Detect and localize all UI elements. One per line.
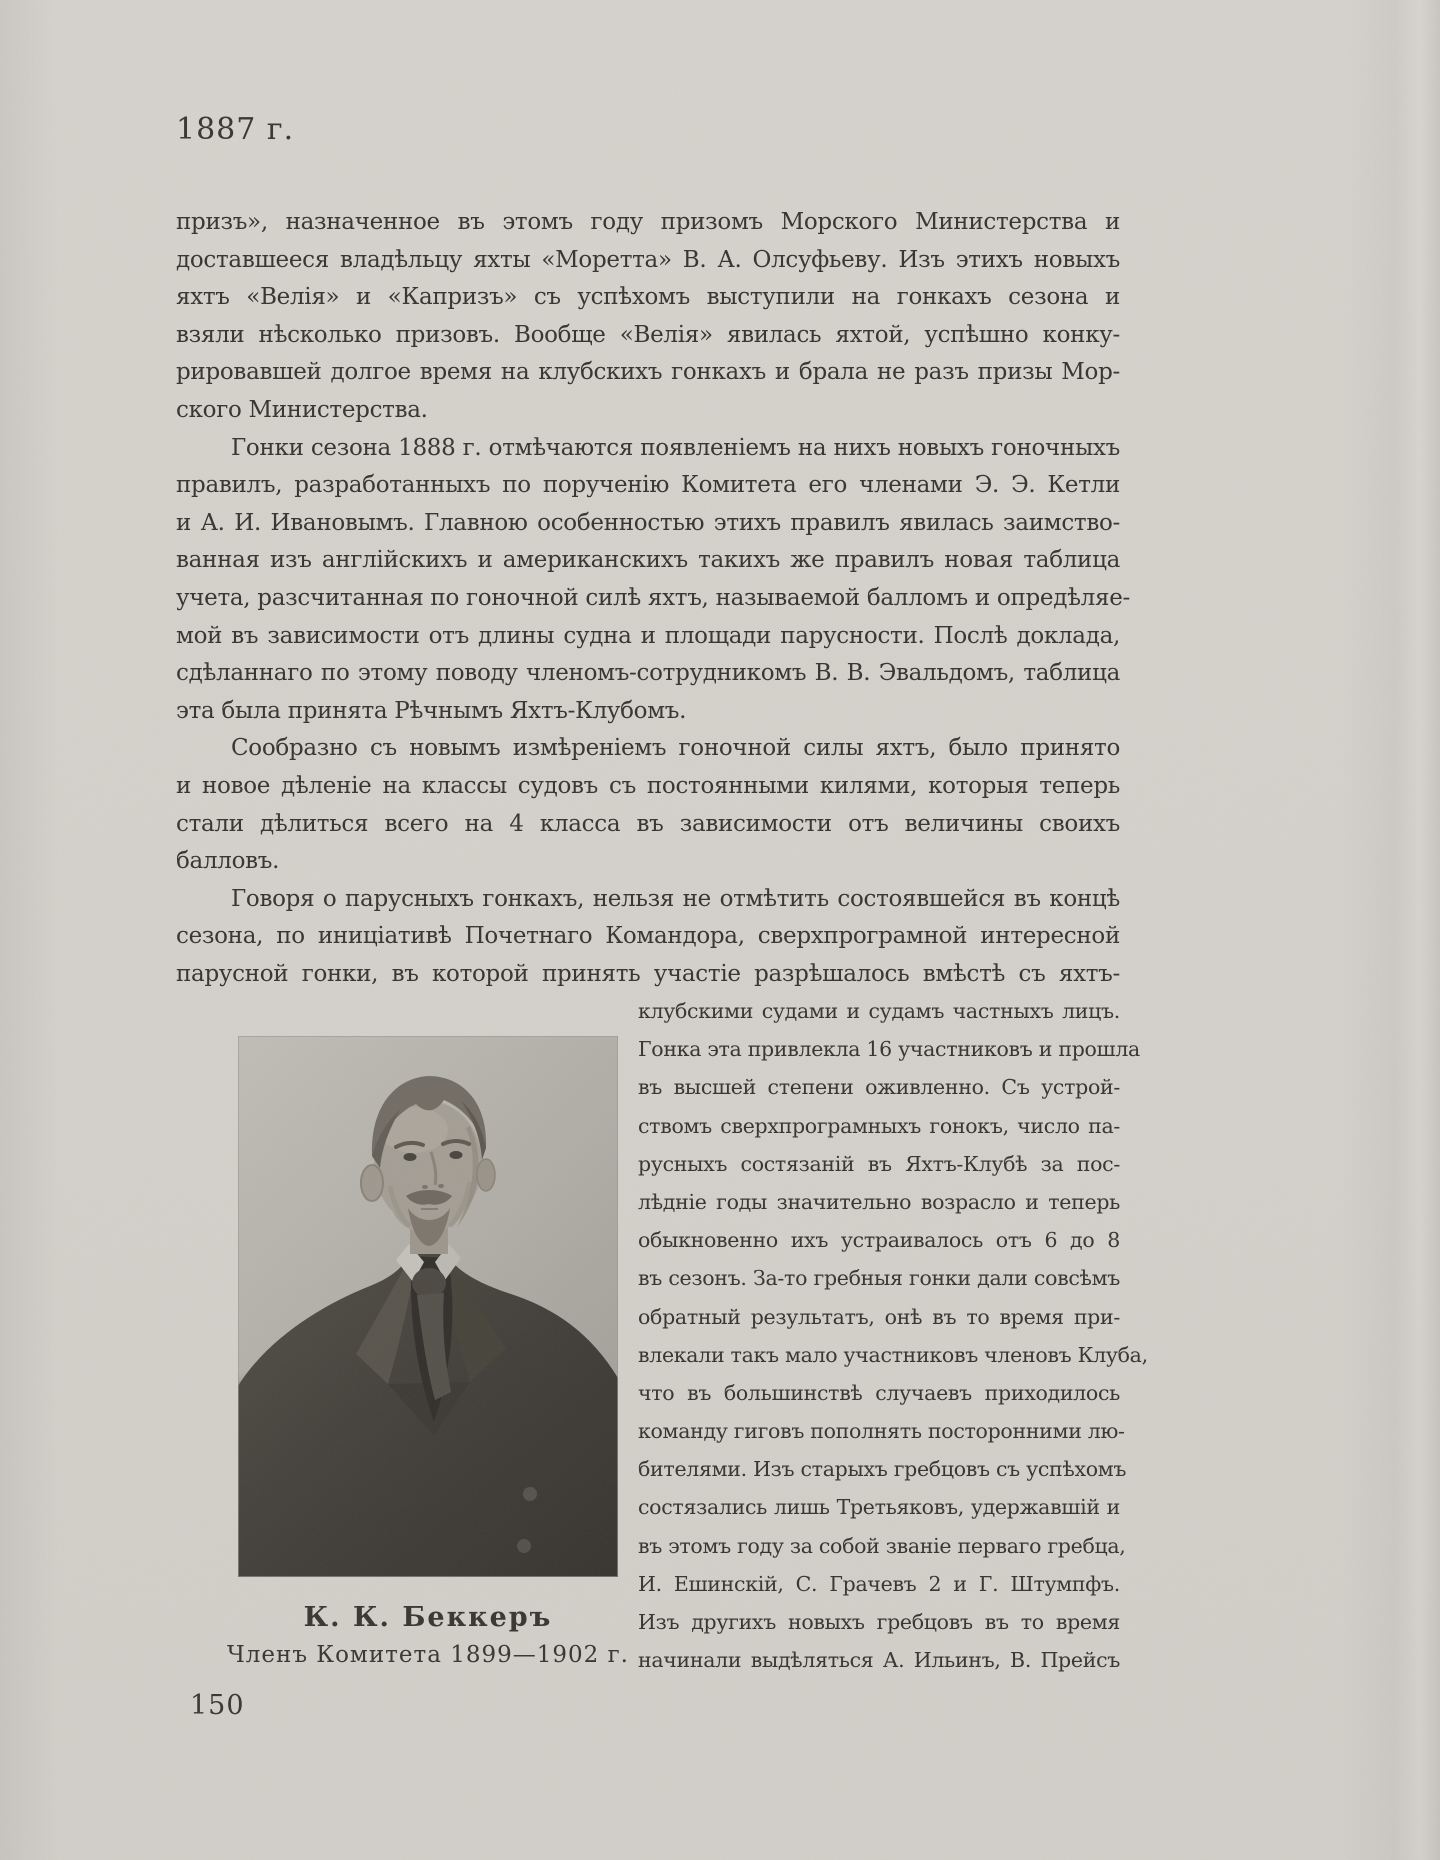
text-line: эта была принята Рѣчнымъ Яхтъ-Клубомъ. [176, 697, 687, 724]
wrapped-text-column [638, 992, 1148, 1679]
text-line: команду гиговъ пополнять посторонними лю- [638, 1419, 1125, 1444]
text-line: бителями. Изъ старыхъ гребцовъ съ успѣхомъ [638, 1457, 1127, 1482]
text-line: учета, разсчитанная по гоночной силѣ яхтъ, называемой балломъ и опредѣляе- [176, 584, 1130, 611]
text-line: состязались лишь Третьяковъ, удержавшій и [638, 1495, 1120, 1520]
text-line: балловъ. [176, 848, 280, 875]
year-heading: 1887 г. [176, 112, 295, 147]
text-line: мой въ зависимости отъ длины судна и площади парусности. Послѣ доклада, [176, 622, 1120, 649]
text-line: доставшееся владѣльцу яхты «Моретта» В. А. Олсуфьеву. Изъ этихъ новыхъ [176, 246, 1120, 273]
page-number: 150 [190, 1690, 245, 1721]
text-line: призъ», назначенное въ этомъ году призомъ Морского Министерства и [176, 209, 1120, 235]
text-line: ствомъ сверхпрограмныхъ гонокъ, число па- [638, 1113, 1120, 1138]
photo-grain [238, 1036, 618, 1577]
text-line: въ этомъ году за собой званіе перваго гребца, [638, 1533, 1126, 1558]
caption-role: Членъ Комитета 1899—1902 г. [227, 1642, 629, 1668]
text-line: обратный результатъ, онѣ въ то время при- [638, 1304, 1120, 1329]
text-line: Изъ другихъ новыхъ гребцовъ въ то время [638, 1610, 1120, 1634]
text-line: взяли нѣсколько призовъ. Вообще «Велія» явилась яхтой, успѣшно конку- [176, 321, 1120, 348]
text-line: сезона, по иниціативѣ Почетнаго Командора, сверхпрограмной интересной [176, 923, 1120, 950]
text-line: рировавшей долгое время на клубскихъ гонкахъ и брала не разъ призы Мор- [176, 359, 1120, 386]
page-right-edge [1340, 0, 1440, 1860]
main-text-block [176, 204, 1130, 993]
text-line: И. Ешинскій, С. Грачевъ 2 и Г. Штумпфъ. [638, 1571, 1120, 1596]
text-line: парусной гонки, въ которой принять участіе разрѣшалось вмѣстѣ съ яхтъ- [176, 960, 1120, 987]
text-line: обыкновенно ихъ устраивалось отъ 6 до 8 [638, 1228, 1120, 1253]
text-line: лѣдніе годы значительно возрасло и теперь [638, 1189, 1120, 1214]
text-line: начинали выдѣляться А. Ильинъ, В. Прейсъ [638, 1648, 1120, 1673]
text-line: и новое дѣленіе на классы судовъ съ постоянными килями, которыя теперь [176, 772, 1120, 799]
portrait-figure [238, 1036, 618, 1577]
text-line: влекали такъ мало участниковъ членовъ Клуба, [638, 1342, 1148, 1367]
text-line: сдѣланнаго по этому поводу членомъ-сотрудникомъ В. В. Эвальдомъ, таблица [176, 660, 1120, 687]
portrait-caption [208, 1602, 648, 1668]
text-line: Гонки сезона 1888 г. отмѣчаются появленіемъ на нихъ новыхъ гоночныхъ [231, 434, 1120, 461]
text-line: стали дѣлиться всего на 4 класса въ зависимости отъ величины своихъ [176, 810, 1120, 837]
caption-name: К. К. Беккеръ [303, 1602, 553, 1633]
text-line: Говоря о парусныхъ гонкахъ, нельзя не отмѣтить состоявшейся въ концѣ [231, 885, 1120, 912]
text-line: что въ большинствѣ случаевъ приходилось [638, 1380, 1120, 1405]
text-line: правилъ, разработанныхъ по порученію Комитета его членами Э. Э. Кетли [176, 472, 1120, 499]
text-line: клубскими судами и судамъ частныхъ лицъ. [638, 999, 1120, 1023]
text-line: и А. И. Ивановымъ. Главною особенностью этихъ правилъ явилась заимство- [176, 509, 1120, 536]
text-line: Сообразно съ новымъ измѣреніемъ гоночной силы яхтъ, было принято [231, 735, 1120, 762]
text-line: яхтъ «Велія» и «Капризъ» съ успѣхомъ выступили на гонкахъ сезона и [176, 284, 1120, 311]
text-line: въ высшей степени оживленно. Съ устрой- [638, 1075, 1120, 1100]
text-line: русныхъ состязаній въ Яхтъ-Клубѣ за пос- [638, 1151, 1120, 1176]
text-line: ванная изъ англійскихъ и американскихъ такихъ же правилъ новая таблица [176, 547, 1120, 574]
text-line: Гонка эта привлекла 16 участниковъ и прошла [638, 1037, 1140, 1062]
page-left-shade [0, 0, 60, 1860]
text-line: ского Министерства. [176, 396, 428, 423]
text-line: въ сезонъ. За-то гребныя гонки дали совсѣмъ [638, 1266, 1120, 1291]
portrait-photo [238, 1036, 618, 1577]
